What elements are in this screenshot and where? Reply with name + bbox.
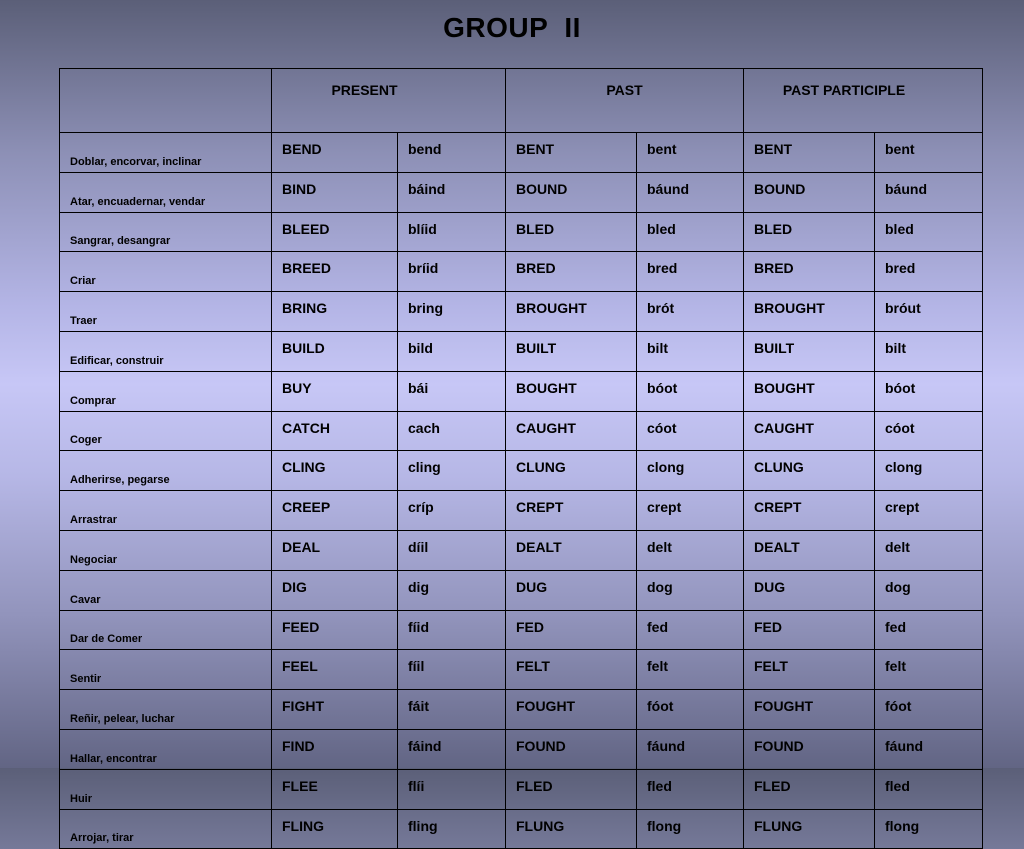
present-cell: FIND <box>272 729 398 769</box>
past-participle-cell: BLED <box>744 212 875 252</box>
past-cell: CAUGHT <box>506 411 637 451</box>
present-pronunciation-cell: bend <box>398 133 506 173</box>
table-row <box>60 172 983 212</box>
past-participle-pronunciation-cell: fáund <box>875 729 983 769</box>
present-pronunciation-cell: bái <box>398 371 506 411</box>
meaning-cell: Dar de Comer <box>60 610 272 650</box>
present-cell: CATCH <box>272 411 398 451</box>
past-participle-cell: BRED <box>744 252 875 292</box>
meaning-cell: Doblar, encorvar, inclinar <box>60 133 272 173</box>
past-cell: FOUGHT <box>506 690 637 730</box>
meaning-cell: Comprar <box>60 371 272 411</box>
present-cell: BIND <box>272 172 398 212</box>
past-participle-pronunciation-cell: bóot <box>875 371 983 411</box>
past-cell: BUILT <box>506 331 637 371</box>
table-row <box>60 212 983 252</box>
past-participle-pronunciation-cell: dog <box>875 570 983 610</box>
table-row <box>60 729 983 769</box>
meaning-cell: Arrojar, tirar <box>60 809 272 849</box>
meaning-cell: Traer <box>60 292 272 332</box>
past-pronunciation-cell: bóot <box>637 371 744 411</box>
table-body <box>60 133 983 849</box>
past-participle-cell: BROUGHT <box>744 292 875 332</box>
past-participle-cell: CREPT <box>744 491 875 531</box>
present-pronunciation-cell: cach <box>398 411 506 451</box>
past-pronunciation-cell: bent <box>637 133 744 173</box>
past-pronunciation-cell: felt <box>637 650 744 690</box>
meaning-cell: Atar, encuadernar, vendar <box>60 172 272 212</box>
meaning-cell: Criar <box>60 252 272 292</box>
past-pronunciation-cell: fed <box>637 610 744 650</box>
table-row <box>60 809 983 849</box>
table-row <box>60 451 983 491</box>
present-pronunciation-cell: báind <box>398 172 506 212</box>
present-pronunciation-cell: cling <box>398 451 506 491</box>
past-cell: CLUNG <box>506 451 637 491</box>
past-participle-cell: CLUNG <box>744 451 875 491</box>
meaning-cell: Cavar <box>60 570 272 610</box>
table-row <box>60 133 983 173</box>
irregular-verbs-table <box>59 68 983 849</box>
meaning-cell: Huir <box>60 769 272 809</box>
present-cell: FEED <box>272 610 398 650</box>
past-cell: BOUND <box>506 172 637 212</box>
table-row <box>60 690 983 730</box>
past-pronunciation-cell: fáund <box>637 729 744 769</box>
table-row <box>60 252 983 292</box>
table-row <box>60 371 983 411</box>
present-pronunciation-cell: fíid <box>398 610 506 650</box>
past-participle-cell: FLED <box>744 769 875 809</box>
past-participle-pronunciation-cell: bled <box>875 212 983 252</box>
present-pronunciation-cell: bring <box>398 292 506 332</box>
past-participle-pronunciation-cell: delt <box>875 530 983 570</box>
past-participle-pronunciation-cell: crept <box>875 491 983 531</box>
past-participle-pronunciation-cell: fled <box>875 769 983 809</box>
present-pronunciation-cell: dig <box>398 570 506 610</box>
past-pronunciation-cell: dog <box>637 570 744 610</box>
present-cell: CLING <box>272 451 398 491</box>
present-cell: FEEL <box>272 650 398 690</box>
past-pronunciation-cell: fóot <box>637 690 744 730</box>
present-cell: FIGHT <box>272 690 398 730</box>
present-cell: DEAL <box>272 530 398 570</box>
table-row <box>60 650 983 690</box>
past-pronunciation-cell: bled <box>637 212 744 252</box>
present-pronunciation-cell: díil <box>398 530 506 570</box>
past-participle-pronunciation-cell: bent <box>875 133 983 173</box>
present-pronunciation-cell: fáind <box>398 729 506 769</box>
meaning-cell: Sangrar, desangrar <box>60 212 272 252</box>
past-participle-cell: FELT <box>744 650 875 690</box>
past-pronunciation-cell: bred <box>637 252 744 292</box>
past-participle-cell: FOUGHT <box>744 690 875 730</box>
present-cell: BRING <box>272 292 398 332</box>
present-cell: BLEED <box>272 212 398 252</box>
present-cell: BREED <box>272 252 398 292</box>
header-meaning <box>60 69 272 133</box>
past-participle-cell: BOUGHT <box>744 371 875 411</box>
past-participle-pronunciation-cell: cóot <box>875 411 983 451</box>
past-cell: DUG <box>506 570 637 610</box>
table-row <box>60 769 983 809</box>
present-pronunciation-cell: blíid <box>398 212 506 252</box>
meaning-cell: Edificar, construir <box>60 331 272 371</box>
past-pronunciation-cell: delt <box>637 530 744 570</box>
present-pronunciation-cell: bild <box>398 331 506 371</box>
meaning-cell: Coger <box>60 411 272 451</box>
present-cell: BUY <box>272 371 398 411</box>
past-participle-cell: FLUNG <box>744 809 875 849</box>
past-pronunciation-cell: cóot <box>637 411 744 451</box>
meaning-cell: Adherirse, pegarse <box>60 451 272 491</box>
present-cell: CREEP <box>272 491 398 531</box>
past-participle-cell: FED <box>744 610 875 650</box>
past-participle-pronunciation-cell: bred <box>875 252 983 292</box>
present-pronunciation-cell: flíi <box>398 769 506 809</box>
present-cell: BUILD <box>272 331 398 371</box>
past-participle-pronunciation-cell: felt <box>875 650 983 690</box>
past-cell: BRED <box>506 252 637 292</box>
past-participle-cell: FOUND <box>744 729 875 769</box>
past-pronunciation-cell: clong <box>637 451 744 491</box>
present-pronunciation-cell: críp <box>398 491 506 531</box>
present-cell: FLING <box>272 809 398 849</box>
table-row <box>60 491 983 531</box>
header-past: PAST <box>506 69 744 133</box>
present-pronunciation-cell: bríid <box>398 252 506 292</box>
past-participle-cell: DEALT <box>744 530 875 570</box>
past-participle-cell: BOUND <box>744 172 875 212</box>
past-pronunciation-cell: báund <box>637 172 744 212</box>
past-pronunciation-cell: bilt <box>637 331 744 371</box>
past-participle-pronunciation-cell: bróut <box>875 292 983 332</box>
past-participle-cell: BENT <box>744 133 875 173</box>
past-participle-pronunciation-cell: fóot <box>875 690 983 730</box>
table-row <box>60 411 983 451</box>
present-pronunciation-cell: fling <box>398 809 506 849</box>
past-participle-pronunciation-cell: clong <box>875 451 983 491</box>
past-cell: CREPT <box>506 491 637 531</box>
meaning-cell: Hallar, encontrar <box>60 729 272 769</box>
present-pronunciation-cell: fíil <box>398 650 506 690</box>
meaning-cell: Negociar <box>60 530 272 570</box>
past-pronunciation-cell: brót <box>637 292 744 332</box>
past-participle-cell: DUG <box>744 570 875 610</box>
past-cell: FLUNG <box>506 809 637 849</box>
past-cell: FOUND <box>506 729 637 769</box>
present-cell: DIG <box>272 570 398 610</box>
table-row <box>60 610 983 650</box>
slide-title: GROUP II <box>443 12 581 43</box>
past-cell: BENT <box>506 133 637 173</box>
header-past-participle: PAST PARTICIPLE <box>744 69 983 133</box>
past-participle-cell: CAUGHT <box>744 411 875 451</box>
meaning-cell: Reñir, pelear, luchar <box>60 690 272 730</box>
table-row <box>60 530 983 570</box>
meaning-cell: Sentir <box>60 650 272 690</box>
past-participle-pronunciation-cell: flong <box>875 809 983 849</box>
past-cell: FLED <box>506 769 637 809</box>
table-row <box>60 331 983 371</box>
past-participle-pronunciation-cell: báund <box>875 172 983 212</box>
past-cell: FED <box>506 610 637 650</box>
header-present: PRESENT <box>272 69 506 133</box>
past-pronunciation-cell: flong <box>637 809 744 849</box>
past-cell: BROUGHT <box>506 292 637 332</box>
past-cell: BOUGHT <box>506 371 637 411</box>
table-row <box>60 570 983 610</box>
past-participle-pronunciation-cell: fed <box>875 610 983 650</box>
past-cell: DEALT <box>506 530 637 570</box>
past-participle-cell: BUILT <box>744 331 875 371</box>
present-cell: BEND <box>272 133 398 173</box>
present-pronunciation-cell: fáit <box>398 690 506 730</box>
table-row <box>60 292 983 332</box>
past-cell: BLED <box>506 212 637 252</box>
past-pronunciation-cell: crept <box>637 491 744 531</box>
past-participle-pronunciation-cell: bilt <box>875 331 983 371</box>
present-cell: FLEE <box>272 769 398 809</box>
meaning-cell: Arrastrar <box>60 491 272 531</box>
table-header-row <box>60 69 983 133</box>
past-cell: FELT <box>506 650 637 690</box>
past-pronunciation-cell: fled <box>637 769 744 809</box>
